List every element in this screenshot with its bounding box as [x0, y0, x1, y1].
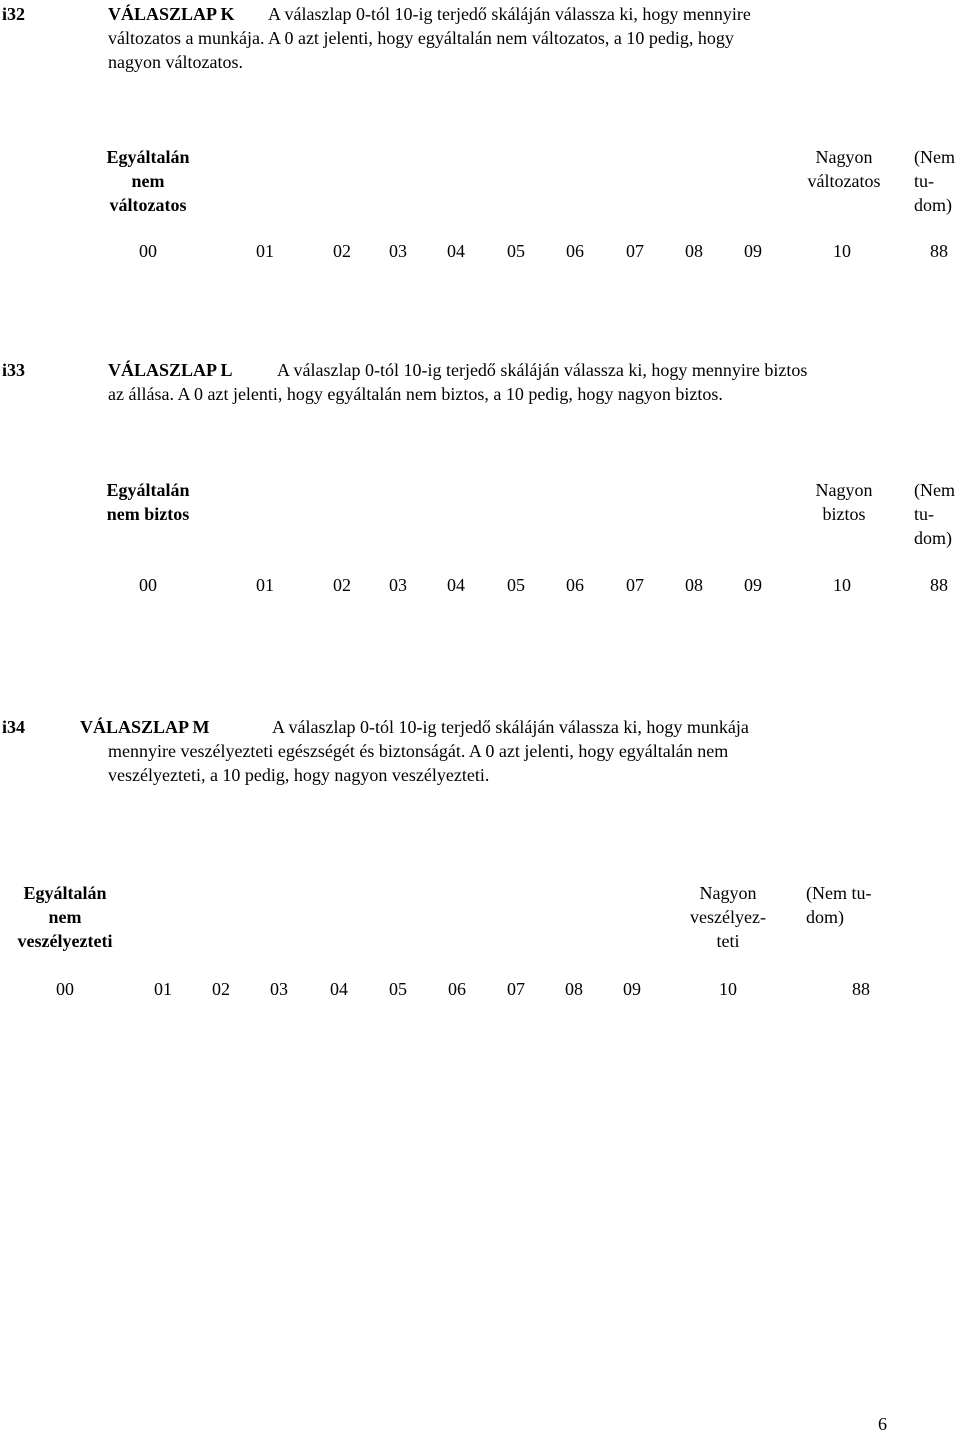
dont-know-line: (Nem [914, 147, 955, 167]
scale-option[interactable]: 03 [270, 979, 288, 999]
scale-option[interactable]: 03 [389, 241, 407, 261]
page-number: 6 [878, 1414, 887, 1434]
scale-option[interactable]: 01 [256, 241, 274, 261]
anchor-line: változatos [807, 171, 881, 191]
scale-option[interactable]: 10 [719, 979, 737, 999]
question-text-line: A válaszlap 0-tól 10-ig terjedő skáláján válassza ki, hogy mennyire biztos [277, 360, 808, 380]
question-id: i32 [2, 4, 26, 24]
anchor-line: Nagyon [699, 883, 757, 903]
anchor-line: nem [131, 171, 165, 191]
dont-know-line: dom) [914, 528, 952, 548]
anchor-line: változatos [109, 195, 187, 215]
scale-option[interactable]: 10 [833, 575, 851, 595]
question-text-line: mennyire veszélyezteti egészségét és biztonságát. A 0 azt jelenti, hogy egyáltalán nem [108, 741, 729, 761]
scale-option[interactable]: 07 [626, 575, 644, 595]
scale-option[interactable]: 08 [565, 979, 583, 999]
scale-option[interactable]: 01 [256, 575, 274, 595]
anchor-line: veszélyezteti [17, 931, 113, 951]
question-text-line: A válaszlap 0-tól 10-ig terjedő skáláján válassza ki, hogy mennyire [268, 4, 751, 24]
dont-know-label [914, 145, 955, 217]
scale-option[interactable]: 88 [930, 241, 948, 261]
question-text-line: változatos a munkája. A 0 azt jelenti, hogy egyáltalán nem változatos, a 10 pedig, hogy [108, 28, 734, 48]
scale-option[interactable]: 09 [744, 241, 762, 261]
anchor-line: nem biztos [106, 504, 190, 524]
question-text-line: A válaszlap 0-tól 10-ig terjedő skáláján válassza ki, hogy munkája [272, 717, 749, 737]
anchor-line: Egyáltalán [106, 480, 190, 500]
scale-option[interactable]: 04 [447, 575, 465, 595]
scale-option[interactable]: 04 [330, 979, 348, 999]
scale-option[interactable]: 05 [507, 241, 525, 261]
scale-option[interactable]: 88 [930, 575, 948, 595]
scale-option[interactable]: 06 [448, 979, 466, 999]
dont-know-line: dom) [914, 195, 952, 215]
dont-know-label [806, 881, 871, 929]
scale-option[interactable]: 09 [623, 979, 641, 999]
scale-option[interactable]: 07 [507, 979, 525, 999]
question-text-line: veszélyezteti, a 10 pedig, hogy nagyon veszélyezteti. [108, 765, 490, 785]
scale-option[interactable]: 08 [685, 241, 703, 261]
anchor-line: Egyáltalán [23, 883, 107, 903]
scale-option[interactable]: 00 [56, 979, 74, 999]
question-text-line: az állása. A 0 azt jelenti, hogy egyáltalán nem biztos, a 10 pedig, hogy nagyon biztos. [108, 384, 723, 404]
left-anchor-label [88, 478, 208, 526]
scale-option[interactable]: 09 [744, 575, 762, 595]
scale-option[interactable]: 05 [389, 979, 407, 999]
right-anchor-label [784, 145, 904, 193]
scale-option[interactable]: 02 [212, 979, 230, 999]
scale-option[interactable]: 06 [566, 575, 584, 595]
dont-know-line: tu- [914, 171, 934, 191]
card-label: VÁLASZLAP M [80, 717, 210, 737]
scale-option[interactable]: 05 [507, 575, 525, 595]
anchor-line: Nagyon [815, 480, 873, 500]
right-anchor-label [784, 478, 904, 526]
right-anchor-label [670, 881, 786, 953]
question-id: i34 [2, 717, 26, 737]
dont-know-line: (Nem [914, 480, 955, 500]
anchor-line: veszélyez- [690, 907, 766, 927]
scale-option[interactable]: 00 [139, 241, 157, 261]
anchor-line: Nagyon [815, 147, 873, 167]
anchor-line: biztos [822, 504, 866, 524]
scale-option[interactable]: 07 [626, 241, 644, 261]
scale-option[interactable]: 02 [333, 575, 351, 595]
scale-option[interactable]: 04 [447, 241, 465, 261]
anchor-line: Egyáltalán [106, 147, 190, 167]
scale-option[interactable]: 08 [685, 575, 703, 595]
anchor-line: nem [48, 907, 82, 927]
card-label: VÁLASZLAP K [108, 4, 235, 24]
card-label: VÁLASZLAP L [108, 360, 233, 380]
anchor-line: teti [716, 931, 740, 951]
question-id: i33 [2, 360, 26, 380]
scale-option[interactable]: 06 [566, 241, 584, 261]
dont-know-line: tu- [914, 504, 934, 524]
scale-option[interactable]: 00 [139, 575, 157, 595]
left-anchor-label [88, 145, 208, 217]
dont-know-line: dom) [806, 907, 844, 927]
left-anchor-label [2, 881, 128, 953]
scale-option[interactable]: 10 [833, 241, 851, 261]
scale-option[interactable]: 03 [389, 575, 407, 595]
scale-option[interactable]: 01 [154, 979, 172, 999]
scale-option[interactable]: 02 [333, 241, 351, 261]
dont-know-label [914, 478, 955, 550]
dont-know-line: (Nem tu- [806, 883, 872, 903]
question-text-line: nagyon változatos. [108, 52, 243, 72]
scale-option[interactable]: 88 [852, 979, 870, 999]
